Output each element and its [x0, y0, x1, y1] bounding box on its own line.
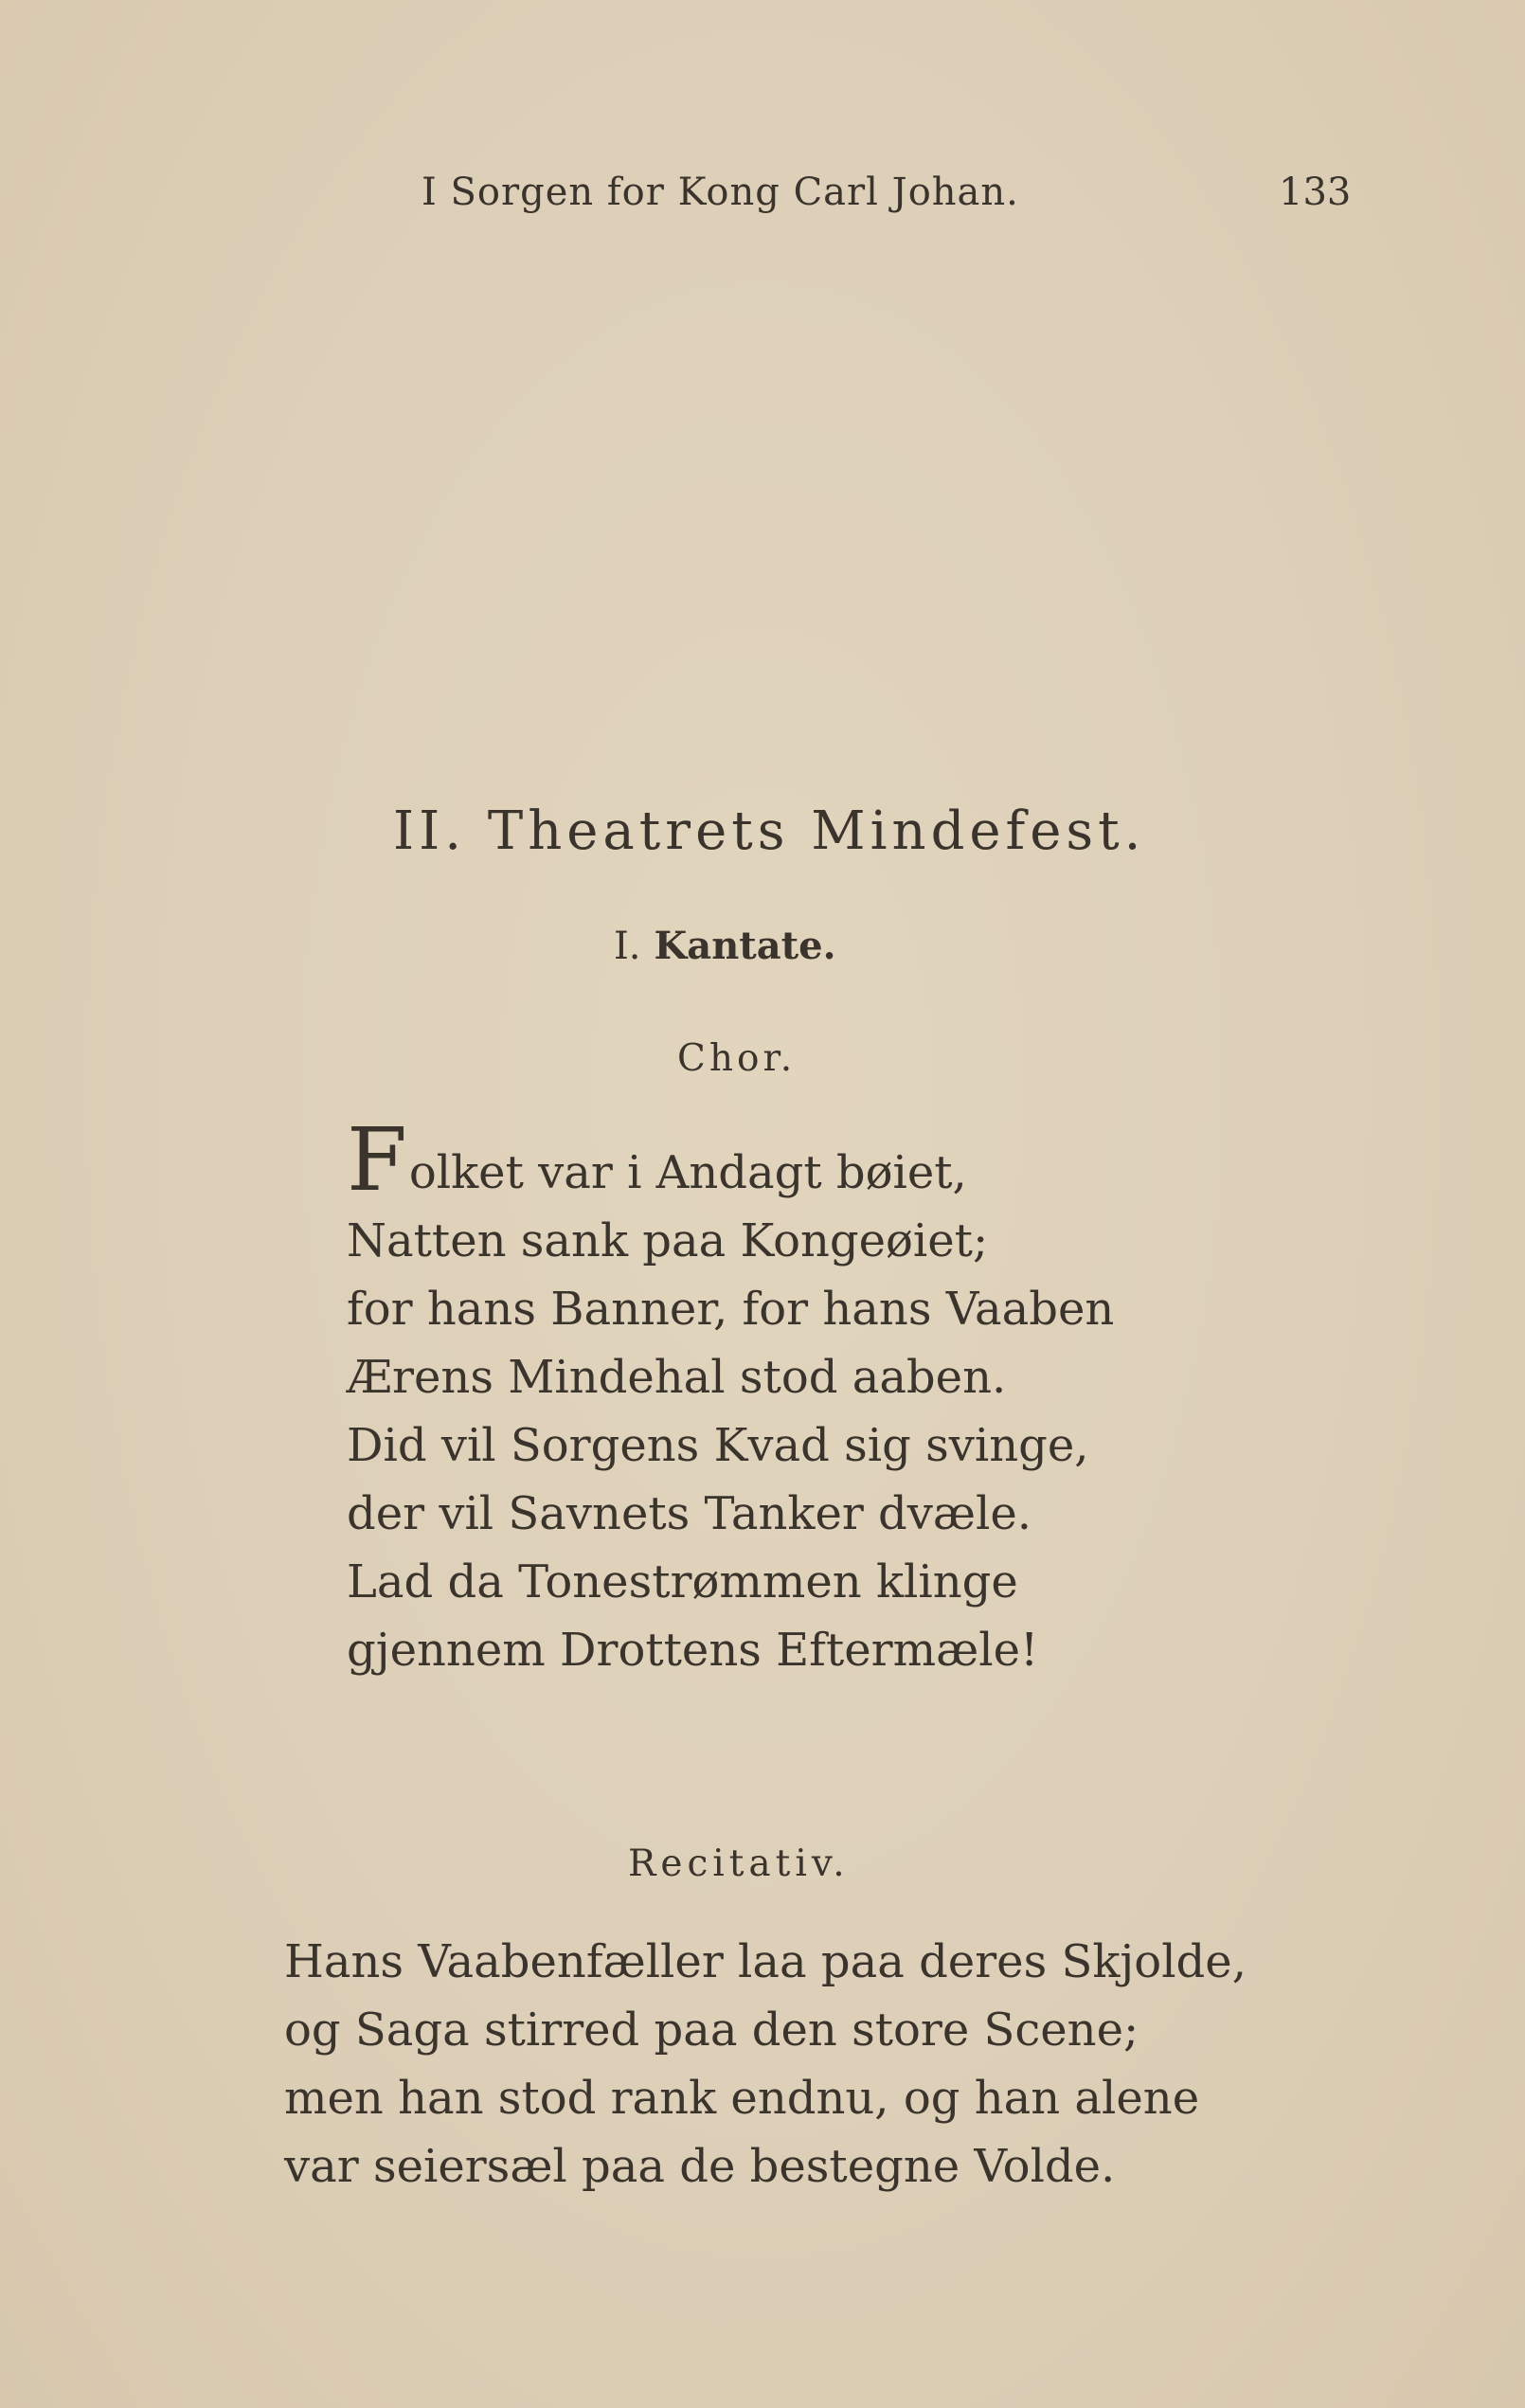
page-number: 133: [1279, 171, 1352, 214]
verse-line: var seiersæl paa de bestegne Volde.: [284, 2140, 1116, 2193]
verse-line: Natten sank paa Kongeøiet;: [347, 1214, 989, 1267]
verse-line: for hans Banner, for hans Vaaben: [347, 1283, 1115, 1336]
verse-line: Did vil Sorgens Kvad sig svinge,: [347, 1419, 1089, 1472]
verse-line-text: olket var i Andagt bøiet,: [408, 1146, 967, 1199]
verse-line: Hans Vaabenfæller laa paa deres Skjolde,: [284, 1935, 1247, 1988]
speaker-heading-recitativ: Recitativ.: [628, 1842, 850, 1885]
verse-line: gjennem Drottens Eftermæle!: [347, 1624, 1039, 1677]
subsection-name: Kantate.: [654, 924, 836, 968]
subsection-title: [614, 924, 836, 968]
verse-block-recitativ: [284, 1928, 1288, 2201]
drop-cap: F: [347, 1109, 407, 1211]
verse-line: der vil Savnets Tanker dvæle.: [347, 1487, 1032, 1540]
verse-line: og Saga stirred paa den store Scene;: [284, 2004, 1139, 2057]
verse-line: Ærens Mindehal stod aaben.: [347, 1351, 1007, 1404]
speaker-heading-chor: Chor.: [677, 1037, 797, 1080]
verse-line: Lad da Tonestrømmen klinge: [347, 1555, 1018, 1608]
verse-line: men han stod rank endnu, og han alene: [284, 2072, 1200, 2125]
subsection-number: I.: [614, 925, 641, 968]
section-title: II. Theatrets Mindefest.: [393, 800, 1146, 862]
running-title: I Sorgen for Kong Carl Johan.: [422, 171, 1019, 214]
verse-block-chor: [347, 1109, 1199, 1684]
verse-line: [347, 1109, 1199, 1211]
